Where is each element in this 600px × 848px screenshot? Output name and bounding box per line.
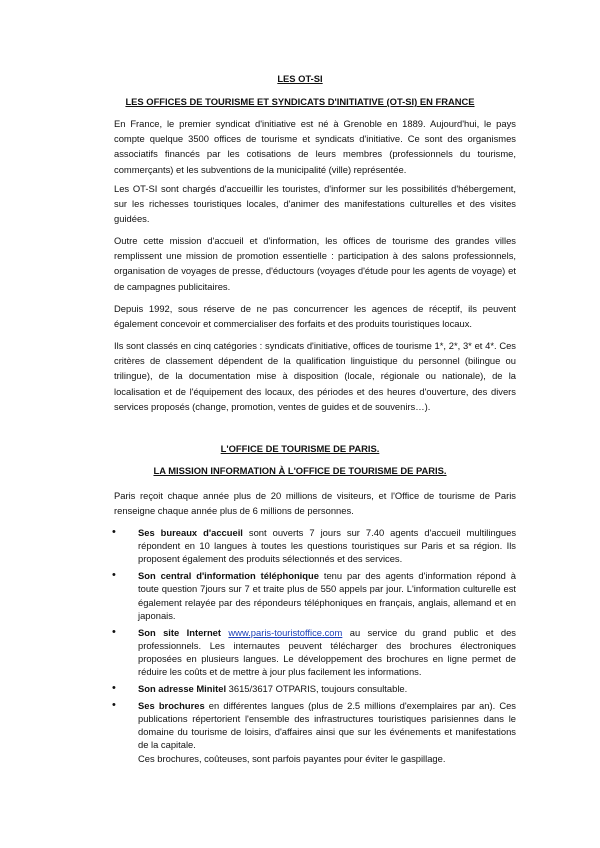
item-text: en différentes langues (plus de 2.5 millions d'exemplaires par an). Ces publications répertorient l'ensemble des infrastructures touristiques parisiennes dans le domaine du tourisme de loisirs, d'affaires ainsi que sur les événements et manifestations de la capitale. [138,699,516,751]
services-list [114,526,516,768]
paragraph-since-1992: Depuis 1992, sous réserve de ne pas concurrencer les agences de réceptif, ils peuvent également concevoir et commercialiser des forfaits et des produits touristiques locaux. [114,303,516,330]
bullet-icon: • [112,698,116,711]
paragraph-history: En France, le premier syndicat d'initiative est né à Grenoble en 1889. Aujourd'hui, le pays compte quelque 3500 offices de tourisme et syndicats d'initiative. Ce sont des organismes associatifs financés par les cotisations de leurs membres (professionnels du tourisme, commerçants) et les subventions de la municipalité (ville) représentée. [114,118,516,175]
item-text: tenu par des agents d'information répond à toute question 7jours sur 7 et traite plus de 550 appels par jour. L'information culturelle est également relayée par des répondeurs téléphoniques en français, anglais, allemand et en japonais. [138,570,516,621]
item-text: 3615/3617 OTPARIS, toujours consultable. [226,683,408,695]
section-subheading: LA MISSION INFORMATION À L'OFFICE DE TOURISME DE PARIS. [153,465,447,476]
bullet-icon: • [112,526,116,538]
paragraph-promotion: Outre cette mission d'accueil et d'information, les offices de tourisme des grandes villes remplissent une mission de promotion essentielle : participation à des salons professionnels, organisation de voyages de presse, d'éductours (voyages d'étude pour les agents de voyage) et de campagnes publicitaires. [114,235,516,292]
list-item [114,682,516,695]
item-lead: Son site Internet [138,626,222,638]
list-item [114,526,516,566]
list-item [114,569,516,622]
list-item [114,626,516,679]
item-lead: Ses brochures [138,699,205,711]
paragraph-missions: Les OT-SI sont chargés d'accueillir les touristes, d'informer sur les possibilités d'hébergement, sur les richesses touristiques locales, d'animer des manifestations culturelles et des visites guidées. [114,183,516,225]
page-title: LES OT-SI [277,73,323,84]
item-lead: Son central d'information téléphonique [138,570,319,582]
item-text: au service du grand public et des professionnels. Les internautes peuvent télécharger des brochures électroniques proposées en plusieurs langues. Le développement des brochures en ligne permet de réduire les coûts et de mettre à jour plus facilement les informations. [138,626,516,678]
item-extra-text: Ces brochures, coûteuses, sont parfois payantes pour éviter le gaspillage. [138,752,446,764]
page-subtitle: LES OFFICES DE TOURISME ET SYNDICATS D'INITIATIVE (OT-SI) EN FRANCE [125,96,475,107]
item-lead: Ses bureaux d'accueil [138,527,243,538]
bullet-icon: • [112,625,116,638]
item-text: sont ouverts 7 jours sur 7.40 agents d'accueil multilingues répondent en 10 langues à toutes les questions touristiques sur Paris et sa région. Ils proposent également des produits sélectionnés et des services. [138,527,517,565]
item-lead: Son adresse Minitel [138,683,227,695]
paragraph-paris-intro: Paris reçoit chaque année plus de 20 millions de visiteurs, et l'Office de tourisme de Paris renseigne chaque année plus de 6 millions de personnes. [114,490,516,517]
paragraph-categories: Ils sont classés en cinq catégories : syndicats d'initiative, offices de tourisme 1*, 2*, 3* et 4*. Ces critères de classement dépendent de la qualification linguistique du personnel (bilingue ou trilingue), de la documentation mise à disposition (locale, régionale ou nationale), de la localisation et de l'équipement des locaux, des périodes et des heures d'ouverture, des divers services proposés (change, promotion, ventes de guides et de souvenirs…). [114,340,516,412]
list-item [114,699,516,765]
section-heading: L'OFFICE DE TOURISME DE PARIS. [220,443,380,454]
bullet-icon: • [112,569,116,582]
bullet-icon: • [112,682,116,695]
website-link[interactable]: www.paris-touristoffice.com [228,626,343,638]
